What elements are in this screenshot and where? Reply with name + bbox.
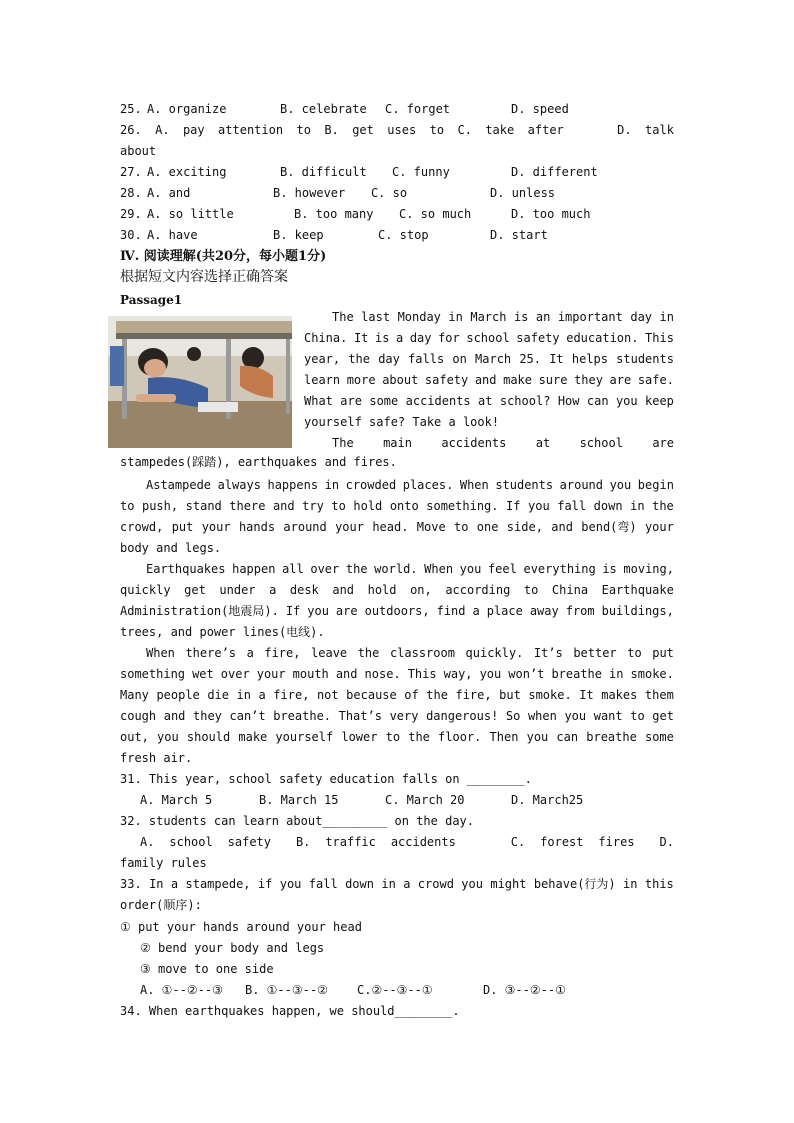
question-33-step-2: ② bend your body and legs [140, 941, 325, 955]
question-32: 32. students can learn about_________ on the day. [120, 814, 475, 828]
option-row-26: 26. A. pay attention to B. get uses to C. take after D. talk [120, 123, 674, 137]
passage-body [120, 307, 674, 1022]
option-row-26-wrap: about [120, 144, 157, 158]
paragraph-2-wrap: stampedes(踩踏), earthquakes and fires. [120, 455, 397, 469]
question-33-wrap: order(顺序): [120, 898, 202, 912]
question-number: 28. [120, 186, 142, 200]
option-c: C. funny [392, 165, 450, 179]
option-row-27 [120, 162, 674, 183]
question-31-options [120, 790, 674, 811]
paragraph-5: When there’s a fire, leave the classroom quickly. It’s better to put something wet over your mouth and nose. This way, you won’t breathe in smoke. Many people die in a fire, not because of the fire, but smoke. It makes them cough and they can’t breathe. That’s very dangerous! So when you want to get out, you should make yourself lower to the floor. Then you can breathe some fresh air. [120, 646, 674, 765]
section-instruction: 根据短文内容选择正确答案 [120, 269, 288, 285]
question-number: 29. [120, 207, 142, 221]
option-b: B. celebrate [280, 102, 367, 116]
option-d: D. speed [511, 102, 569, 116]
option-b: B. too many [294, 207, 374, 221]
option-c: C. so [371, 186, 408, 200]
paragraph-3: Astampede always happens in crowded places. When students around you begin to push, stand there and try to hold onto something. If you fall down in the crowd, put your hands around your head. Move to one side, and bend(弯) your body and legs. [120, 478, 674, 555]
option-a: A. exciting [147, 165, 227, 179]
option-row-25 [120, 99, 674, 120]
section-title: Ⅳ. 阅读理解(共20分，每小题1分) [120, 249, 327, 264]
option-d: D. different [511, 165, 598, 179]
paragraph-1: The last Monday in March is an important day in China. It is a day for school safety education. This year, the day falls on March 25. It helps students learn more about safety and make sure they are safe. What are some accidents at school? How can you keep yourself safe? Take a look! The main accidents at school are [304, 310, 674, 450]
option-b: B. ①--③--② [245, 983, 328, 997]
option-b: B. keep [273, 228, 324, 242]
option-c: C. forget [385, 102, 451, 116]
option-a: A. organize [147, 102, 227, 116]
question-number: 25. [120, 102, 142, 116]
option-row-28 [120, 183, 674, 204]
question-34: 34. When earthquakes happen, we should________. [120, 1004, 460, 1018]
option-row-30 [120, 225, 674, 246]
question-32-wrap: family rules [120, 856, 207, 870]
option-a: A. March 5 [140, 793, 213, 807]
question-33-step-3: ③ move to one side [140, 962, 274, 976]
question-33-options [120, 980, 674, 1001]
option-d: D. ③--②--① [483, 983, 566, 997]
question-number: 27. [120, 165, 142, 179]
option-a: A. so little [147, 207, 234, 221]
option-d: D. start [490, 228, 548, 242]
question-33: 33. In a stampede, if you fall down in a crowd you might behave(行为) in this [120, 877, 674, 891]
option-c: C. stop [378, 228, 429, 242]
option-c: C.②--③--① [357, 983, 433, 997]
option-c: C. March 20 [385, 793, 465, 807]
option-b: B. however [273, 186, 346, 200]
question-31: 31. This year, school safety education falls on ________. [120, 772, 532, 786]
option-b: B. March 15 [259, 793, 339, 807]
option-d: D. March25 [511, 793, 584, 807]
question-32-options: A. school safety B. traffic accidents C. forest fires D. [140, 835, 674, 849]
exam-page [120, 99, 674, 311]
passage-title: Passage1 [120, 293, 183, 307]
option-d: D. too much [511, 207, 591, 221]
paragraph-4: Earthquakes happen all over the world. When you feel everything is moving, quickly get under a desk and hold on, according to China Earthquake Administration(地震局). If you are outdoors, find a place away from buildings, trees, and power lines(电线). [120, 562, 674, 639]
question-number: 30. [120, 228, 142, 242]
option-d: D. unless [490, 186, 556, 200]
option-row-29 [120, 204, 674, 225]
option-c: C. so much [399, 207, 472, 221]
question-33-step-1: ① put your hands around your head [120, 920, 362, 934]
option-a: A. and [147, 186, 191, 200]
option-b: B. difficult [280, 165, 367, 179]
option-a: A. have [147, 228, 198, 242]
option-a: A. ①--②--③ [140, 983, 223, 997]
